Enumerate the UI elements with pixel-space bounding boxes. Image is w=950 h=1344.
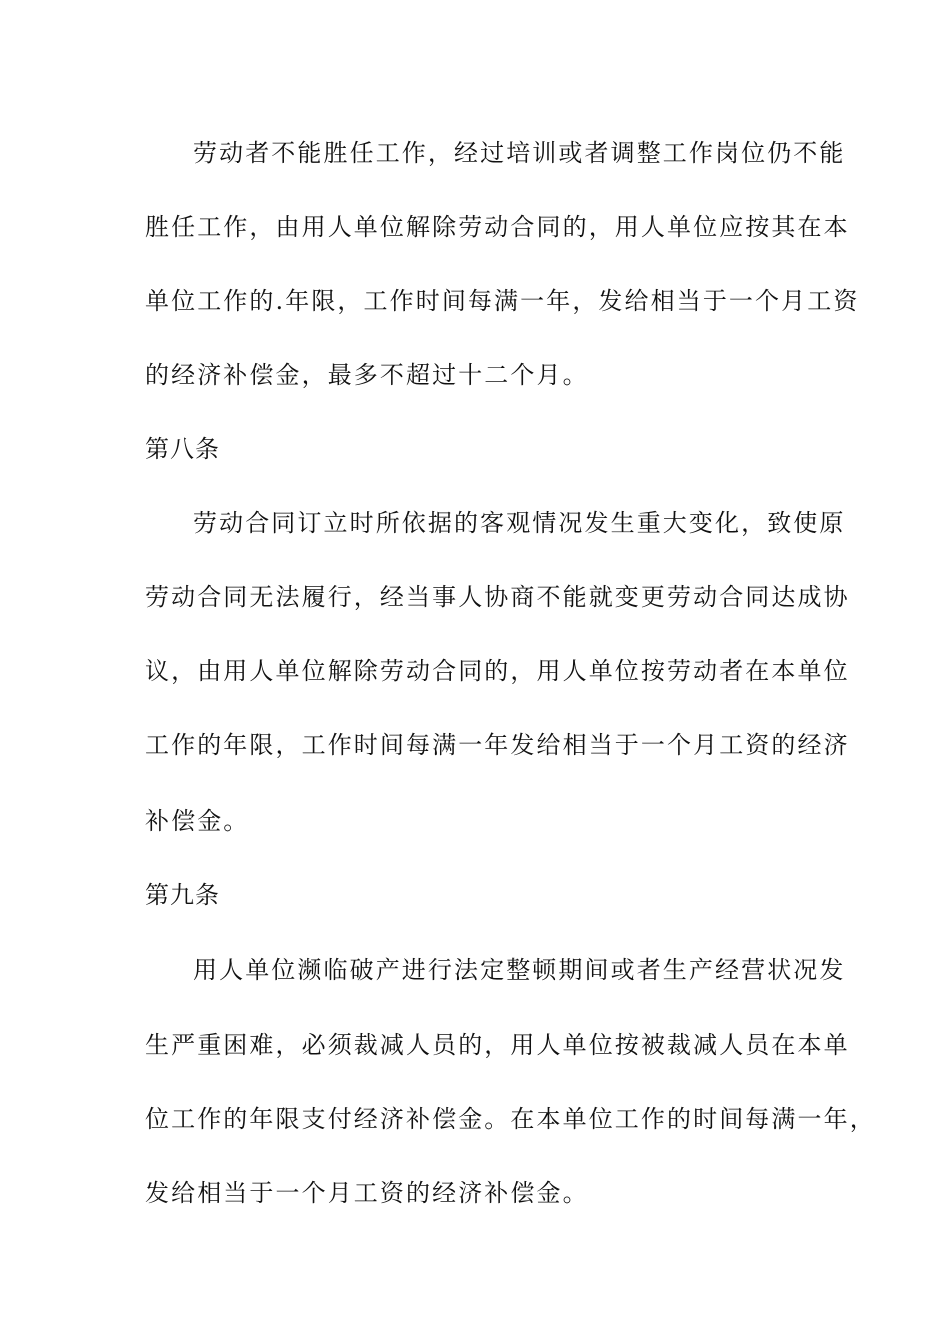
paragraph-2-line-2: 劳动合同无法履行，经当事人协商不能就变更劳动合同达成协	[145, 583, 850, 611]
article-8-heading: 第八条	[145, 435, 220, 463]
paragraph-3-line-1: 用人单位濒临破产进行法定整顿期间或者生产经营状况发	[193, 956, 846, 984]
paragraph-2-line-5: 补偿金。	[145, 807, 250, 835]
paragraph-2-line-4: 工作的年限，工作时间每满一年发给相当于一个月工资的经济	[145, 731, 850, 759]
article-9-heading: 第九条	[145, 881, 220, 909]
paragraph-2-line-3: 议，由用人单位解除劳动合同的，用人单位按劳动者在本单位	[145, 657, 850, 685]
paragraph-3-line-3: 位工作的年限支付经济补偿金。在本单位工作的时间每满一年，	[145, 1105, 876, 1133]
paragraph-3-line-2: 生严重困难，必须裁减人员的，用人单位按被裁减人员在本单	[145, 1031, 850, 1059]
paragraph-1-line-1: 劳动者不能胜任工作，经过培训或者调整工作岗位仍不能	[193, 139, 846, 167]
paragraph-2-line-1: 劳动合同订立时所依据的客观情况发生重大变化，致使原	[193, 509, 846, 537]
paragraph-1-line-2: 胜任工作，由用人单位解除劳动合同的，用人单位应按其在本	[145, 213, 850, 241]
paragraph-3-line-4: 发给相当于一个月工资的经济补偿金。	[145, 1179, 589, 1207]
paragraph-1-line-3: 单位工作的.年限，工作时间每满一年，发给相当于一个月工资	[145, 287, 860, 315]
paragraph-1-line-4: 的经济补偿金，最多不超过十二个月。	[145, 361, 589, 389]
